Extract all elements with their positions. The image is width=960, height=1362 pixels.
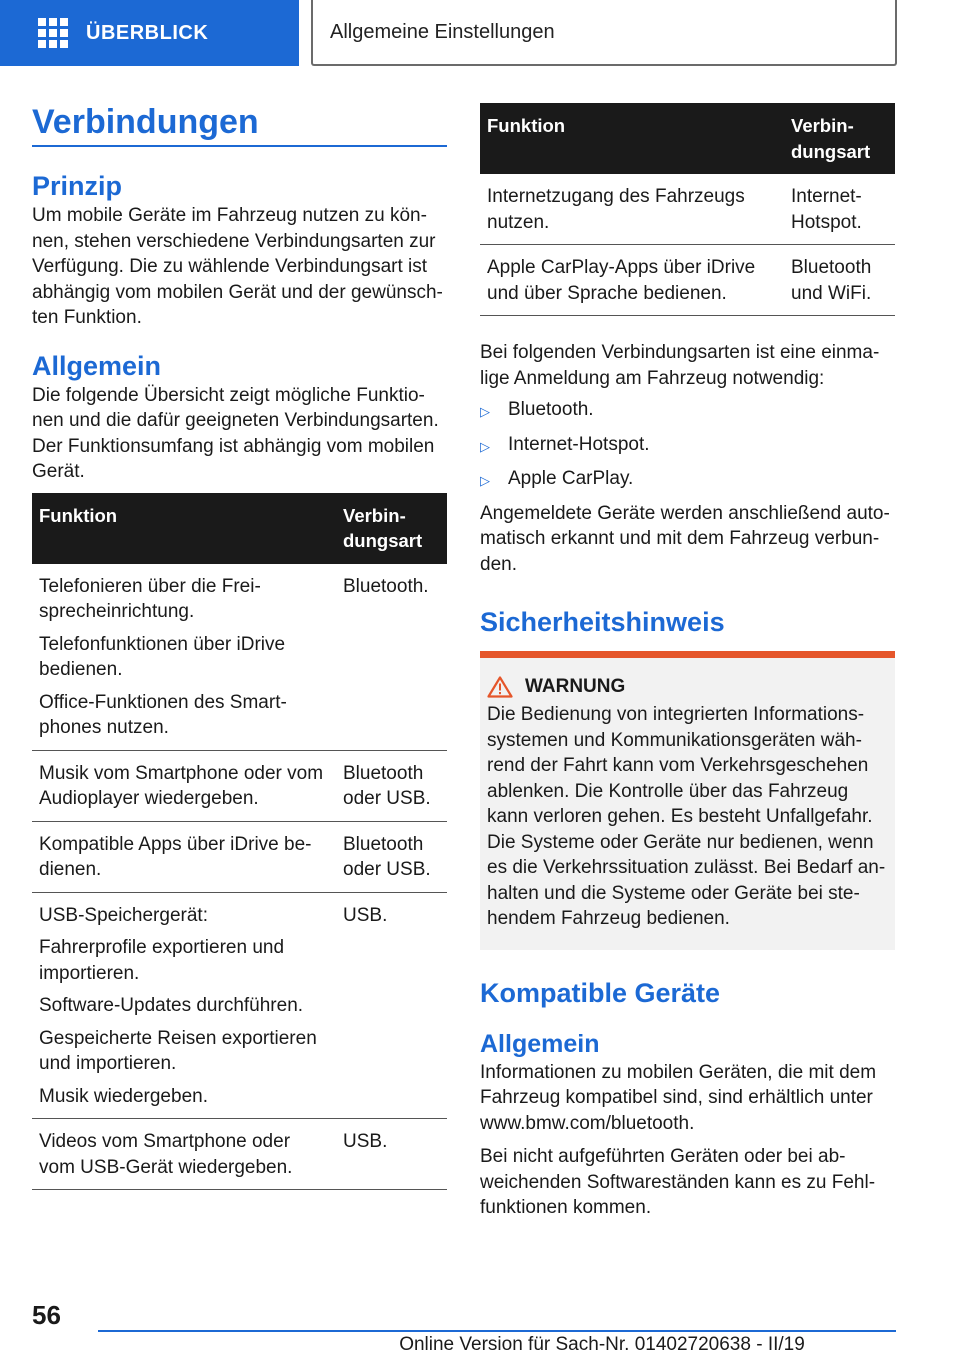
table-cell: Bluetooth oder USB. bbox=[336, 750, 447, 821]
function-table-right bbox=[480, 103, 895, 316]
table-header-verbindungsart: Verbindungsart bbox=[784, 103, 895, 174]
table-row bbox=[480, 174, 895, 245]
kompatibel-text-2: Bei nicht aufgeführten Geräten oder bei abweichenden Softwareständen kann es zu Fehlfunktionen kommen. bbox=[480, 1146, 876, 1218]
table-cell: Software-Updates durchführen. bbox=[39, 995, 304, 1016]
warning-text: Die Bedienung von integrierten Informationssystemen und Kommunikationsgeräten während der Fahrt kann vom Verkehrsgeschehen ablenken. Die Kontrolle über das Fahrzeug kann verloren gehen. Es besteht Unfallgefahr. Die Systeme oder Geräte nur bedienen, wenn es die Verkehrssituation zulässt. Bei Bedarf anhalten und die Systeme oder Geräte bei stehendem Fahrzeug bedienen. bbox=[487, 704, 886, 929]
table-cell: Telefonfunktionen über iDrive bedienen. bbox=[39, 633, 286, 680]
table-cell: Telefonieren über die Freisprecheinrichtung. bbox=[39, 575, 261, 622]
section-header bbox=[311, 0, 897, 66]
table-cell: Kompatible Apps über iDrive bedienen. bbox=[39, 833, 312, 880]
allgemein-text: Die folgende Übersicht zeigt mögliche Funktionen und die dafür geeigneten Verbindungsarten. Der Funktionsumfang ist abhängig vom mobilen Gerät. bbox=[32, 384, 439, 482]
table-cell: USB. bbox=[336, 892, 447, 1119]
function-table-left bbox=[32, 493, 447, 1191]
section-title: Allgemeine Einstellungen bbox=[330, 20, 555, 43]
table-cell: Musik vom Smartphone oder vom Audioplayer wiedergeben. bbox=[39, 762, 324, 809]
warning-triangle-icon bbox=[487, 676, 513, 698]
table-row bbox=[32, 1119, 447, 1190]
warning-box bbox=[480, 651, 895, 950]
allgemein-heading: Allgemein bbox=[32, 350, 162, 381]
footer-text: Online Version für Sach-Nr. 01402720638 - II/19 bbox=[399, 1334, 805, 1355]
grid-icon bbox=[38, 18, 68, 48]
prinzip-text: Um mobile Geräte im Fahrzeug nutzen zu können, stehen verschiedene Verbindungsarten zur Verfügung. Die zu wählende Verbindungsart ist abhängig vom mobilen Gerät und der gewünschten Funktion. bbox=[32, 205, 443, 328]
table-cell: Videos vom Smartphone oder vom USB-Gerät wiedergeben. bbox=[39, 1131, 293, 1178]
overview-tab-label: ÜBERBLICK bbox=[86, 21, 209, 44]
table-cell: Bluetooth oder USB. bbox=[336, 821, 447, 892]
table-cell: Musik wiedergeben. bbox=[39, 1085, 208, 1107]
table-header-funktion: Funktion bbox=[480, 103, 784, 174]
prinzip-heading: Prinzip bbox=[32, 171, 123, 201]
warning-label: WARNUNG bbox=[525, 676, 626, 697]
list-item: ▷ Apple CarPlay. bbox=[480, 466, 895, 494]
kompatibel-subheading: Allgemein bbox=[480, 1029, 600, 1058]
table-row bbox=[32, 892, 447, 1119]
title-divider bbox=[32, 145, 447, 147]
list-item: ▷ Internet-Hotspot. bbox=[480, 432, 895, 460]
page-number: 56 bbox=[32, 1300, 61, 1330]
triangle-bullet-icon: ▷ bbox=[480, 473, 490, 488]
table-header-funktion: Funktion bbox=[32, 493, 336, 564]
anmeldung-text: Bei folgenden Verbindungsarten ist eine einmalige Anmeldung am Fahrzeug notwendig: bbox=[480, 342, 880, 389]
table-header-verbindungsart: Verbindungsart bbox=[336, 493, 447, 564]
table-cell: Internet-Hotspot. bbox=[784, 174, 895, 245]
kompatibel-text-1: Informationen zu mobilen Geräten, die mit dem Fahrzeug kompatibel sind, sind erhältlich unter www.bmw.com/bluetooth. bbox=[480, 1061, 877, 1134]
sicherheit-heading: Sicherheitshinweis bbox=[480, 607, 725, 637]
table-row bbox=[32, 821, 447, 892]
table-cell: Bluetooth. bbox=[336, 564, 447, 751]
table-cell: Internetzugang des Fahrzeugs nutzen. bbox=[480, 174, 784, 245]
page-title: Verbindungen bbox=[32, 103, 259, 141]
table-row bbox=[32, 750, 447, 821]
table-cell: Bluetooth und WiFi. bbox=[784, 245, 895, 316]
table-cell: Gespeicherte Reisen exportieren und importieren. bbox=[39, 1027, 317, 1074]
connection-list bbox=[480, 397, 895, 494]
overview-tab[interactable] bbox=[0, 0, 299, 66]
table-row bbox=[32, 564, 447, 751]
table-cell: Fahrerprofile exportieren und importieren. bbox=[39, 937, 285, 984]
right-column bbox=[480, 103, 895, 1221]
triangle-bullet-icon: ▷ bbox=[480, 404, 490, 419]
triangle-bullet-icon: ▷ bbox=[480, 438, 490, 454]
list-item: ▷ Bluetooth. bbox=[480, 397, 895, 425]
left-column bbox=[32, 100, 447, 1190]
angemeldet-text: Angemeldete Geräte werden anschließend automatisch erkannt und mit dem Fahrzeug verbunden. bbox=[480, 502, 890, 575]
table-row bbox=[480, 245, 895, 316]
table-cell: USB. bbox=[336, 1119, 447, 1190]
footer-divider bbox=[98, 1330, 896, 1332]
table-cell: Apple CarPlay-Apps über iDrive und über Sprache bedienen. bbox=[480, 245, 784, 316]
table-cell: Office-Funktionen des Smartphones nutzen. bbox=[39, 691, 287, 738]
table-cell: USB-Speichergerät: bbox=[39, 904, 208, 926]
kompatibel-heading: Kompatible Geräte bbox=[480, 977, 721, 1008]
